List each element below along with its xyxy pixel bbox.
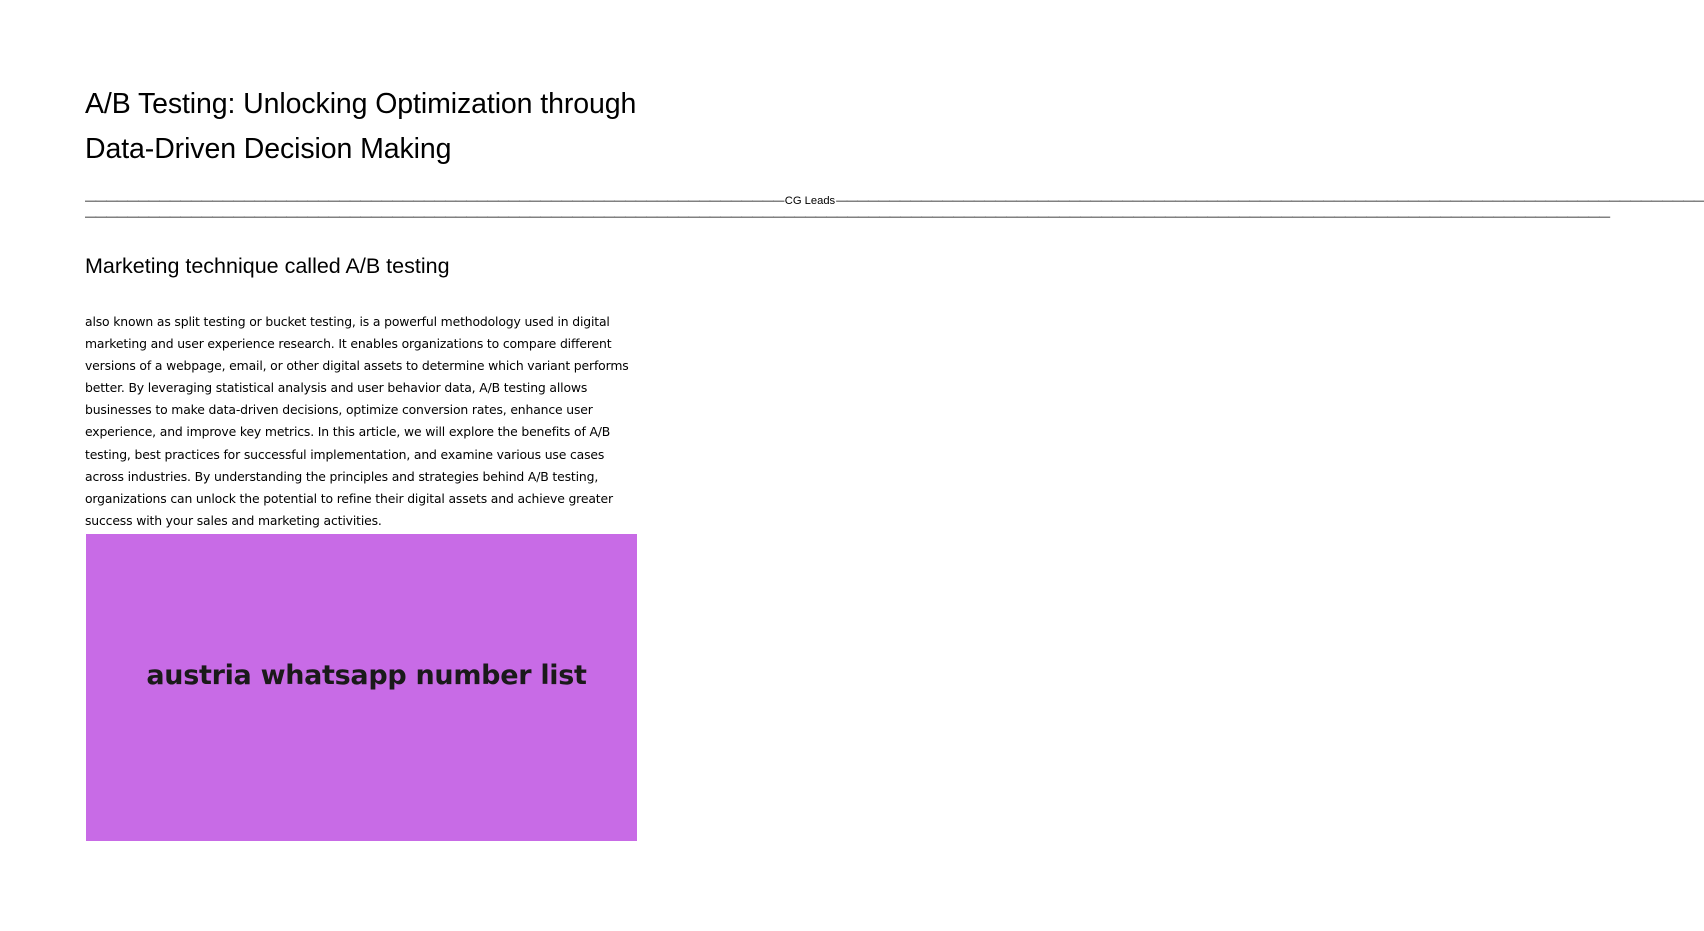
body-paragraph: also known as split testing or bucket testing, is a powerful methodology used in digital marketing and user experience research. It enables organizations to compare different versions of a webpage, email, or other digital assets to determine which variant performs better. By leveraging statistical analysis and user behavior data, A/B testing allows businesses to make data-driven decisions, optimize conversion rates, enhance user experience, and improve key metrics. In this article, we will explore the benefits of A/B testing, best practices for successful implementation, and examine various use cases across industries. By understanding the principles and strategies behind A/B testing, organizations can unlock the potential to refine their digital assets and achieve greater success with your sales and marketing activities. xyxy=(85,314,629,528)
document-title: A/B Testing: Unlocking Optimization through Data-Driven Decision Making xyxy=(85,88,637,165)
separator-line-bottom xyxy=(85,209,1610,225)
source-separator xyxy=(85,193,1704,225)
separator-dashes-full: ———————————————————————————————————————————————————————————————————————————————————————————————————————————————————————————————————————————————— xyxy=(85,211,1610,223)
promo-image xyxy=(86,534,637,841)
section-heading: Marketing technique called A/B testing xyxy=(85,254,450,278)
separator-dashes-right: —————————————————————————————————————————————————————————————————————————————————— xyxy=(836,195,1704,207)
promo-image-text: austria whatsapp number list xyxy=(146,660,587,691)
separator-dashes-left: —————————————————————————————————————————————————————————————————— xyxy=(85,195,784,207)
source-label: CG Leads xyxy=(784,195,836,207)
separator-line-top xyxy=(85,193,1704,209)
